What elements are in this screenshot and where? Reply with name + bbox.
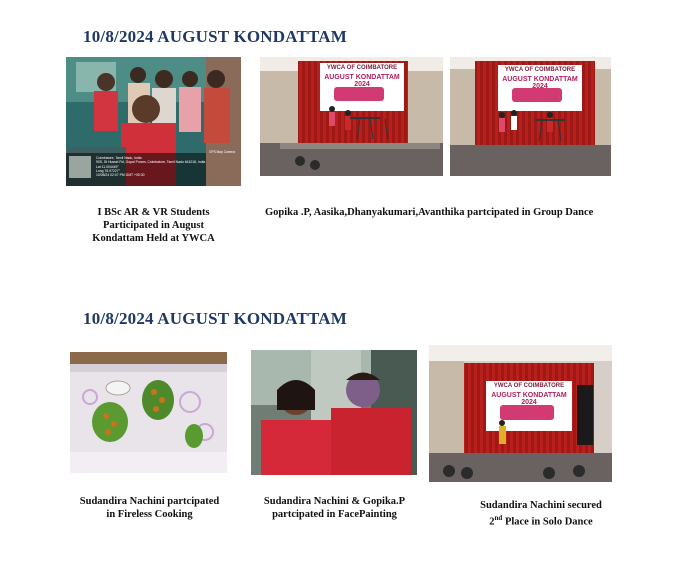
group-selfie-photo (66, 57, 241, 186)
banner-event: AUGUST KONDATTAM 2024 (502, 76, 578, 90)
face-painting-photo (251, 350, 417, 475)
fireless-cooking-photo (70, 352, 227, 473)
caption-fireless-cooking: Sudandira Nachini partcipated in Fireless Cooking (79, 496, 220, 520)
caption-group-dance: Gopika .P, Aasika,Dhanyakumari,Avanthika partcipated in Group Dance (265, 207, 594, 218)
geotag-text: Coimbatore, Tamil Nadu, India 90S, St Hussel Rd, Gopal Puram, Coimbatore, Tamil Nadu 641018, India Lat 11.004449° Long 76.97227° 10/08/24 02:07 PM GMT +05:30 (96, 156, 206, 178)
solo-dance-photo (429, 345, 612, 482)
section-heading: 10/8/2024 AUGUST KONDATTAM (83, 27, 348, 46)
section-heading: 10/8/2024 AUGUST KONDATTAM (83, 309, 348, 328)
caption-solo-dance: Sudandira Nachini secured 2nd Place in Solo Dance (480, 500, 602, 528)
banner-org: YWCA OF COIMBATORE (493, 383, 565, 389)
geotag-app-label: GPS Map Camera (209, 150, 236, 154)
stage-group-dance-photo (260, 57, 443, 176)
caption-face-painting: Sudandira Nachini & Gopika.P partcipated in FacePainting (263, 496, 406, 520)
banner-org: YWCA OF COIMBATORE (326, 65, 398, 71)
banner-event: AUGUST KONDATTAM 2024 (324, 74, 400, 88)
stage-dance-photo-2 (450, 57, 611, 176)
banner-event: AUGUST KONDATTAM 2024 (491, 392, 567, 406)
caption-students: I BSc AR & VR Students Participated in August Kondattam Held at YWCA (92, 207, 215, 244)
banner-org: YWCA OF COIMBATORE (504, 67, 576, 73)
